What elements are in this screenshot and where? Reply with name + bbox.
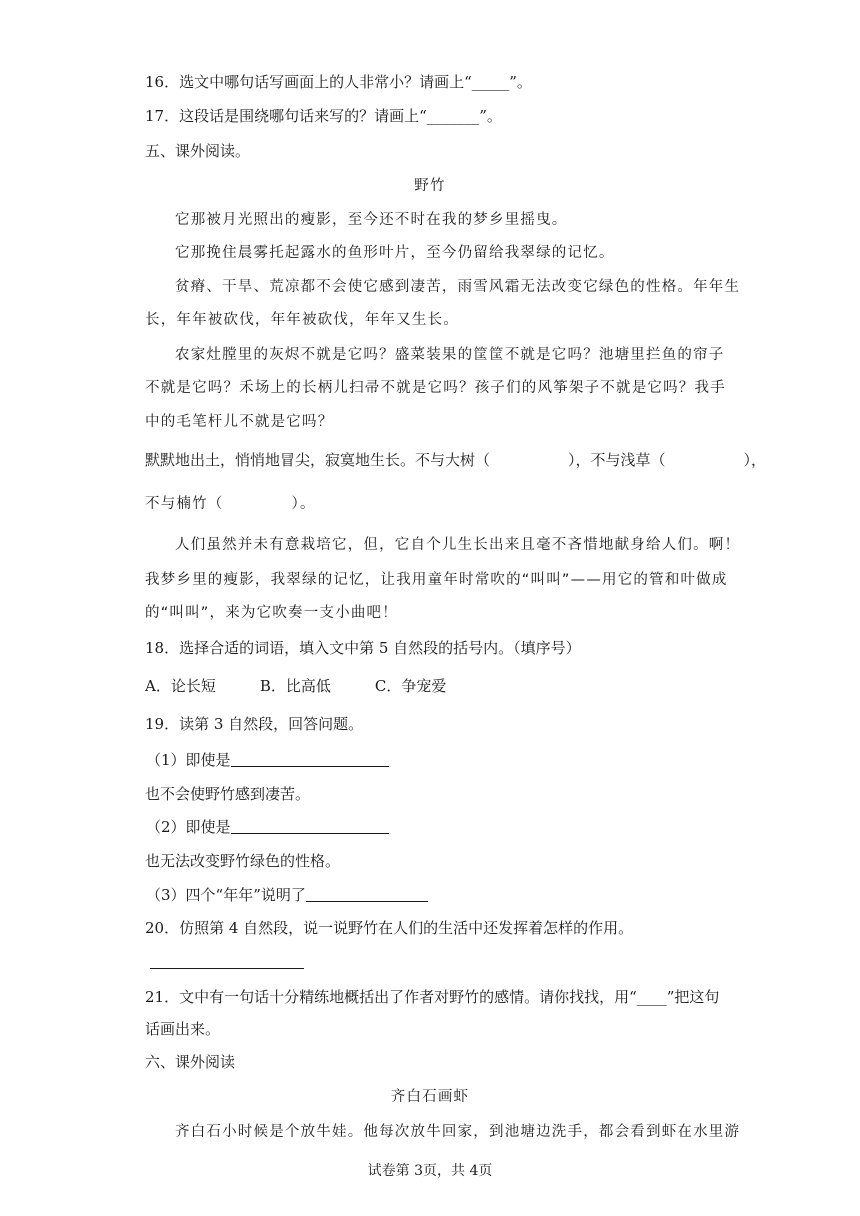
question-19-sub-1-cont: 也不会使野竹感到凄苦。 — [145, 785, 311, 803]
passage-title-qibaishi: 齐白石画虾 — [390, 1089, 470, 1105]
question-19: 19．读第 3 自然段，回答问题。 — [145, 715, 364, 733]
passage-paragraph-6-line-2: 我梦乡里的瘦影，我翠绿的记忆，让我用童年时常吹的“叫叫”——用它的管和叶做成 — [145, 572, 728, 588]
q19-1-label: （1）即使是 — [146, 751, 231, 769]
answer-line-19-2[interactable] — [231, 818, 389, 834]
p5-text-b: ），不与浅草（ — [568, 451, 666, 469]
passage-paragraph-2: 它那挽住晨雾托起露水的鱼形叶片，至今仍留给我翠绿的记忆。 — [175, 245, 615, 261]
question-17: 17．这段话是围绕哪句话来写的？请画上“_______”。 — [145, 107, 502, 125]
p5-text-e: ）。 — [291, 496, 316, 512]
passage-paragraph-1: 它那被月光照出的瘦影，至今还不时在我的梦乡里摇曳。 — [175, 212, 568, 228]
question-19-sub-2-cont: 也无法改变野竹绿色的性格。 — [145, 852, 341, 870]
section-6-heading: 六、课外阅读 — [145, 1053, 236, 1071]
option-b[interactable]: B．比高低 — [259, 677, 331, 695]
question-16: 16．选文中哪句话写画面上的人非常小？请画上“_____”。 — [145, 73, 532, 91]
passage-paragraph-4-line-1: 农家灶膛里的灰烬不就是它吗？盛菜装果的筐筐不就是它吗？池塘里拦鱼的帘子 — [175, 347, 725, 363]
section-5-heading: 五、课外阅读。 — [145, 142, 251, 160]
answer-line-20[interactable] — [150, 968, 304, 969]
question-19-sub-2 — [146, 817, 389, 837]
question-18-options — [145, 676, 490, 696]
question-19-sub-1 — [146, 750, 389, 770]
answer-line-19-3[interactable] — [306, 886, 428, 902]
question-21-line-2: 话画出来。 — [145, 1020, 221, 1038]
passage-paragraph-4-line-3: 中的毛笔杆儿不就是它吗？ — [145, 414, 334, 430]
answer-line-19-1[interactable] — [231, 751, 389, 767]
page-footer: 试卷第 3页，共 4页 — [367, 1163, 493, 1179]
p5-text-a: 默默地出土，悄悄地冒尖，寂寞地生长。不与大树（ — [145, 451, 491, 469]
passage-paragraph-3-line-2: 长，年年被砍伐，年年被砍伐，年年又生长。 — [145, 312, 459, 328]
passage-paragraph-6-line-1: 人们虽然并未有意栽培它，但，它自个儿生长出来且毫不吝惜地献身给人们。啊！ — [175, 537, 741, 553]
passage-paragraph-5-line-2 — [145, 494, 316, 514]
passage-paragraph-3-line-1: 贫瘠、干旱、荒凉都不会使它感到凄苦，雨雪风霜无法改变它绿色的性格。年年生 — [175, 279, 741, 295]
passage-paragraph-5-line-1 — [145, 450, 766, 470]
passage-paragraph-4-line-2: 不就是它吗？禾场上的长柄儿扫帚不就是它吗？孩子们的风筝架子不就是它吗？我手 — [145, 380, 726, 396]
passage-2-paragraph-1: 齐白石小时候是个放牛娃。他每次放牛回家，到池塘边洗手，都会看到虾在水里游 — [175, 1124, 741, 1140]
question-19-sub-3 — [146, 885, 428, 905]
passage-paragraph-6-line-3: 的“叫叫”，来为它吹奏一支小曲吧！ — [145, 605, 398, 621]
q19-2-label: （2）即使是 — [146, 818, 231, 836]
p5-text-d: 不与楠竹（ — [145, 496, 224, 512]
passage-title-yezhu: 野竹 — [414, 178, 446, 194]
q19-3-label: （3）四个“年年”说明了 — [146, 886, 306, 904]
question-21-line-1: 21．文中有一句话十分精练地概括出了作者对野竹的感情。请你找找，用“____”把这句 — [145, 988, 720, 1006]
question-18: 18．选择合适的词语，填入文中第 5 自然段的括号内。（填序号） — [145, 639, 581, 657]
option-c[interactable]: C．争宠爱 — [374, 677, 447, 695]
option-a[interactable]: A．论长短 — [145, 677, 216, 695]
question-20: 20．仿照第 4 自然段，说一说野竹在人们的生活中还发挥着怎样的作用。 — [145, 919, 634, 937]
p5-text-c: ）， — [743, 451, 767, 469]
